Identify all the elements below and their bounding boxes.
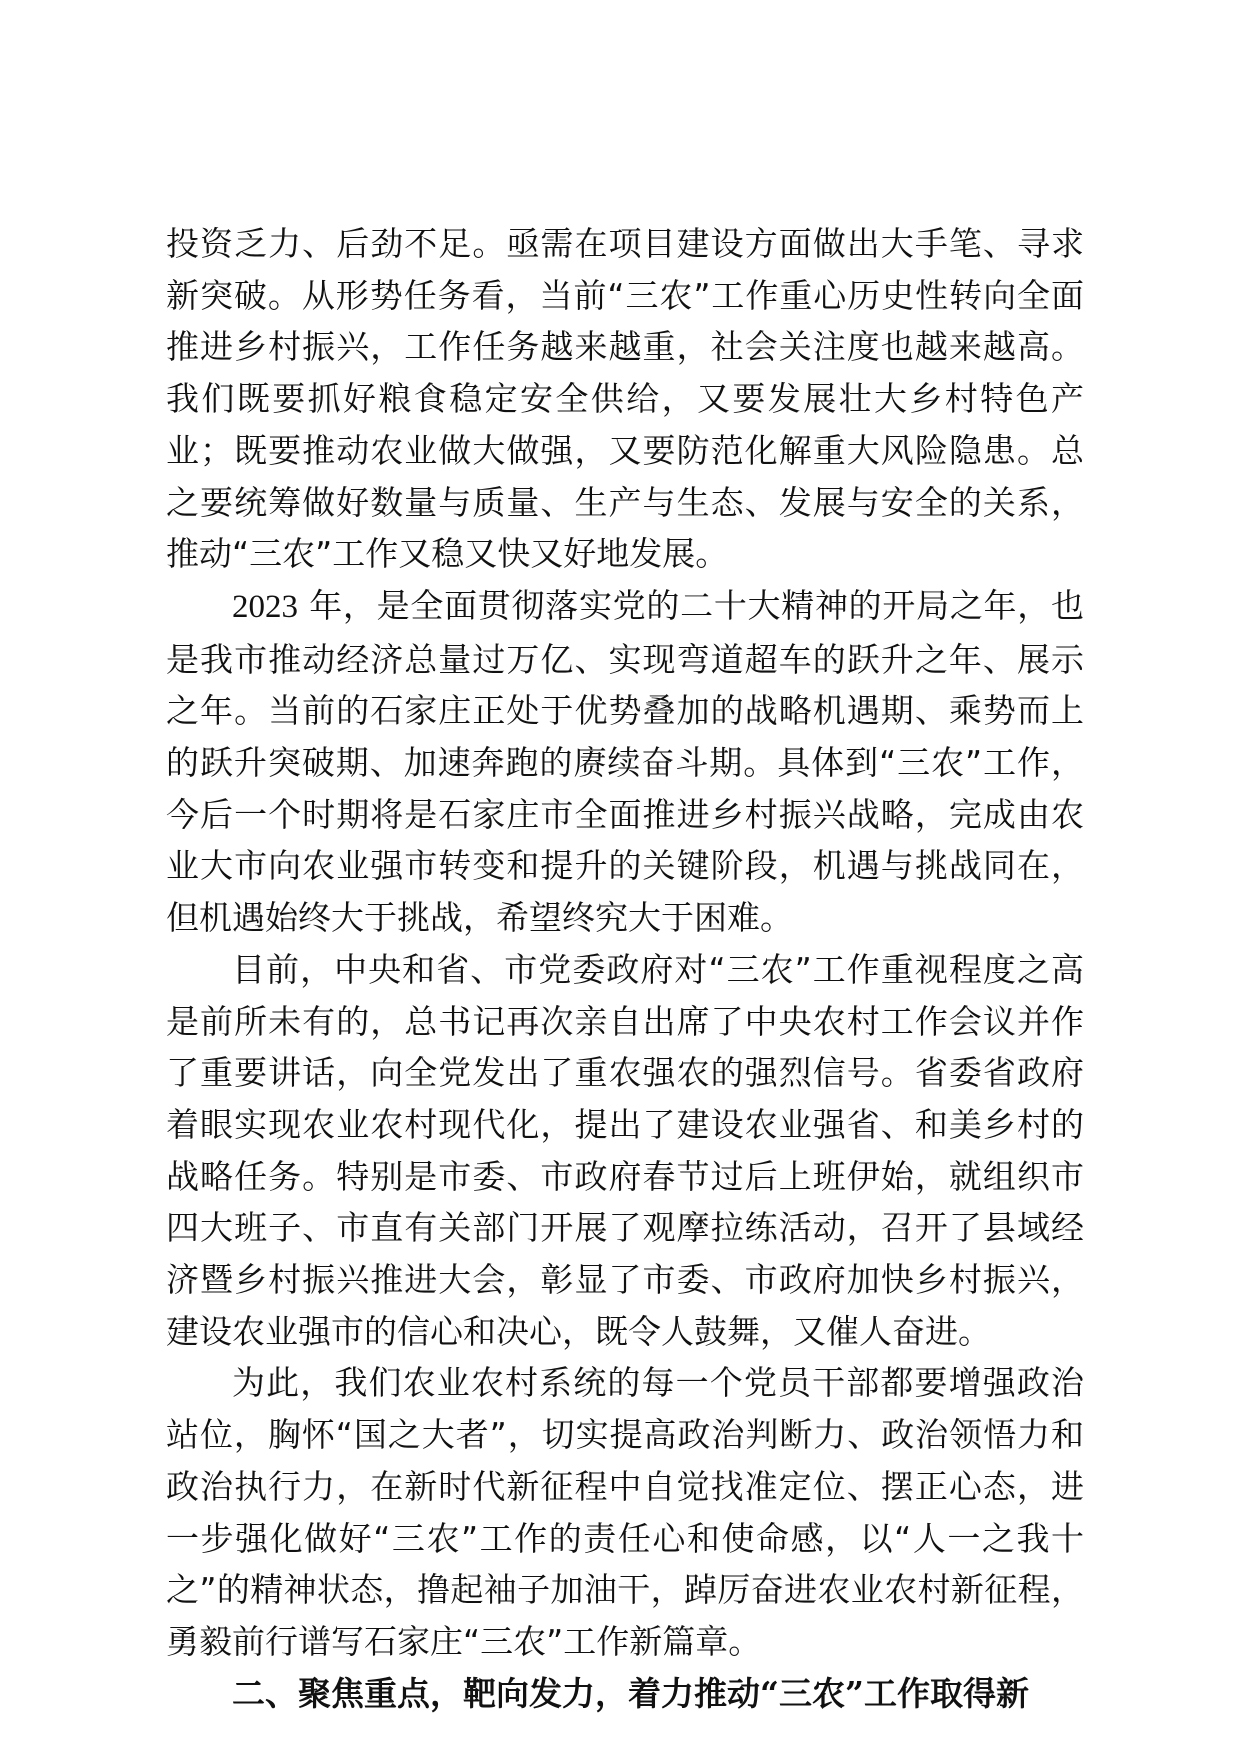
year-number: 2023 bbox=[232, 588, 298, 625]
paragraph-1: 投资乏力、后劲不足。亟需在项目建设方面做出大手笔、寻求新突破。从形势任务看，当前“三农”工作重心历史性转向全面推进乡村振兴，工作任务越来越重，社会关注度也越来越高。我们既要抓好粮食稳定安全供给，又要发展壮大乡村特色产业；既要推动农业做大做强，又要防范化解重大风险隐患。总之要统筹做好数量与质量、生产与生态、发展与安全的关系，推动“三农”工作又稳又快又好地发展。 bbox=[166, 224, 1084, 574]
paragraph-2-text: 年，是全面贯彻落实党的二十大精神的开局之年，也是我市推动经济总量过万亿、实现弯道超车的跃升之年、展示之年。当前的石家庄正处于优势叠加的战略机遇期、乘势而上的跃升突破期、加速奔跑的赓续奋斗期。具体到“三农”工作，今后一个时期将是石家庄市全面推进乡村振兴战略，完成由农业大市向农业强市转变和提升的关键阶段，机遇与挑战同在，但机遇始终大于挑战，希望终究大于困难。 bbox=[166, 585, 1084, 938]
body-text bbox=[166, 218, 1084, 1719]
paragraph-4: 为此，我们农业农村系统的每一个党员干部都要增强政治站位，胸怀“国之大者”，切实提高政治判断力、政治领悟力和政治执行力，在新时代新征程中自觉找准定位、摆正心态，进一步强化做好“三农”工作的责任心和使命感，以“人一之我十之”的精神状态，撸起袖子加油干，踔厉奋进农业农村新征程，勇毅前行谱写石家庄“三农”工作新篇章。 bbox=[166, 1363, 1084, 1661]
paragraph-2 bbox=[166, 580, 1084, 944]
section-heading: 二、聚焦重点，靶向发力，着力推动“三农”工作取得新 bbox=[232, 1673, 1029, 1713]
paragraph-3: 目前，中央和省、市党委政府对“三农”工作重视程度之高是前所未有的，总书记再次亲自出席了中央农村工作会议并作了重要讲话，向全党发出了重农强农的强烈信号。省委省政府着眼实现农业农村现代化，提出了建设农业强省、和美乡村的战略任务。特别是市委、市政府春节过后上班伊始，就组织市四大班子、市直有关部门开展了观摩拉练活动，召开了县域经济暨乡村振兴推进大会，彰显了市委、市政府加快乡村振兴，建设农业强市的信心和决心，既令人鼓舞，又催人奋进。 bbox=[166, 949, 1084, 1351]
